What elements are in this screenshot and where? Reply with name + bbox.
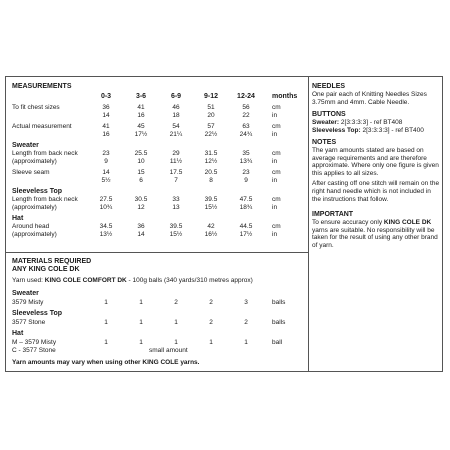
row-label: Length from back neck [12, 150, 78, 157]
row-label-note: (approximately) [12, 204, 57, 211]
unit: balls [272, 299, 286, 306]
section-divider [6, 252, 308, 253]
unit: cm [272, 150, 281, 157]
cell: 15½ [169, 231, 183, 238]
cell: 17½ [134, 131, 148, 138]
cell: 6 [139, 177, 143, 184]
cell: 23 [102, 150, 110, 157]
cell: 39.5 [204, 196, 218, 203]
cell: 51 [207, 104, 215, 111]
unit: in [272, 204, 278, 211]
unit: in [272, 158, 278, 165]
cell: 41 [137, 104, 145, 111]
cell: 23 [242, 169, 250, 176]
cell: 56 [242, 104, 250, 111]
unit: cm [272, 196, 281, 203]
cell: 17½ [239, 231, 253, 238]
row-label-note: (approximately) [12, 231, 57, 238]
materials-title: MATERIALS REQUIRED [12, 258, 92, 265]
row-label: Sleeve seam [12, 169, 50, 176]
column-divider [308, 77, 309, 371]
cell: 2 [209, 319, 213, 326]
cell: 1 [139, 299, 143, 306]
size-header: 9-12 [203, 93, 218, 100]
yarn-shade: C - 3577 Stone [12, 347, 56, 354]
needles-text: One pair each of Knitting Needles Sizes 3.75mm and 4mm. Cable Needle. [312, 91, 427, 106]
needles-title: NEEDLES [312, 83, 346, 90]
materials-footer: Yarn amounts may vary when using other KING COLE yarns. [12, 359, 200, 366]
cell: 15 [137, 169, 145, 176]
cell: 33 [172, 196, 180, 203]
cell: 36 [137, 223, 145, 230]
cell: 34.5 [99, 223, 113, 230]
cell: 22½ [204, 131, 218, 138]
cell: 13½ [99, 231, 113, 238]
cell: 44.5 [239, 223, 253, 230]
size-header: 3-6 [135, 93, 147, 100]
cell: 14 [102, 169, 110, 176]
section-title-hat: Hat [12, 215, 24, 222]
cell: 5½ [101, 177, 111, 184]
important-section [312, 211, 440, 249]
cell: 14 [102, 112, 110, 119]
unit: in [272, 131, 278, 138]
row-label: Around head [12, 223, 50, 230]
cell: 1 [139, 339, 143, 346]
cell: 2 [244, 319, 248, 326]
cell: 1 [104, 319, 108, 326]
yarn-shade: 3577 Stone [12, 319, 46, 326]
important-title: IMPORTANT [312, 211, 354, 218]
cell: 45 [137, 123, 145, 130]
cell: 12½ [204, 158, 218, 165]
cell: 10 [137, 158, 145, 165]
cell: 39.5 [169, 223, 183, 230]
cell: 47.5 [239, 196, 253, 203]
cell: 57 [207, 123, 215, 130]
cell: 16½ [204, 231, 218, 238]
row-label: Actual measurement [12, 123, 72, 130]
unit: ball [272, 339, 283, 346]
yarn-shade: M – 3579 Misty [12, 339, 57, 346]
unit: cm [272, 223, 281, 230]
unit: cm [272, 169, 281, 176]
unit: cm [272, 104, 281, 111]
cell: 54 [172, 123, 180, 130]
cell: 9 [244, 177, 248, 184]
cell: 14 [137, 231, 145, 238]
cell: 22 [242, 112, 250, 119]
unit: balls [272, 319, 286, 326]
cell: 21¼ [169, 131, 183, 138]
unit: cm [272, 123, 281, 130]
important-text: To ensure accuracy only KING COLE DK yarns are suitable. No responsibility will be taken for the result of using any other brand of yarn. [312, 219, 438, 249]
cell: 20 [207, 112, 215, 119]
unit: in [272, 112, 278, 119]
buttons-sweater: Sweater: 2[3:3:3:3] - ref BT408 [312, 119, 403, 126]
unit: in [272, 177, 278, 184]
cell: 13¾ [239, 158, 253, 165]
cell: 25.5 [134, 150, 148, 157]
row-label-note: (approximately) [12, 158, 57, 165]
cell: 1 [244, 339, 248, 346]
cell: 41 [102, 123, 110, 130]
section-title-sleeveless: Sleeveless Top [12, 188, 63, 195]
cell: 16 [102, 131, 110, 138]
size-header: 0-3 [100, 93, 112, 100]
cell: 35 [242, 150, 250, 157]
notes-section [312, 139, 440, 203]
cell: 12 [137, 204, 145, 211]
cell: 63 [242, 123, 250, 130]
cell: 17.5 [169, 169, 183, 176]
cell: 31.5 [204, 150, 218, 157]
section-title-sweater: Sweater [12, 142, 39, 149]
measurements-title: MEASUREMENTS [12, 83, 72, 90]
cell: 20.5 [204, 169, 218, 176]
cell: 2 [209, 299, 213, 306]
row-label: Length from back neck [12, 196, 78, 203]
cell: 30.5 [134, 196, 148, 203]
cell: 29 [172, 150, 180, 157]
cell: 7 [174, 177, 178, 184]
cell: 36 [102, 104, 110, 111]
cell: 42 [207, 223, 215, 230]
buttons-sleeveless: Sleeveless Top: 2[3:3:3:3] - ref BT400 [312, 126, 424, 134]
yarn-shade: 3579 Misty [12, 299, 44, 306]
cell: 10¾ [99, 204, 113, 211]
cell: 11½ [169, 158, 183, 165]
cell: 46 [172, 104, 180, 111]
contrast-note: small amount [149, 347, 188, 354]
materials-item-title: Sleeveless Top [12, 310, 63, 317]
cell: 2 [174, 299, 178, 306]
cell: 1 [174, 339, 178, 346]
yarn-used-line: Yarn used: KING COLE COMFORT DK - 100g balls (340 yards/310 metres approx) [12, 277, 253, 284]
notes-paragraph: The yarn amounts stated are based on average requirements and are therefore approximate. Where only one figure is given this applies to all sizes. [312, 147, 439, 177]
cell: 8 [209, 177, 213, 184]
cell: 15½ [204, 204, 218, 211]
cell: 1 [174, 319, 178, 326]
notes-paragraph: After casting off one stitch will remain on the right hand needle which is not included in the instructions that follow. [312, 180, 440, 203]
cell: 27.5 [99, 196, 113, 203]
size-header: 12-24 [237, 93, 255, 100]
buttons-title: BUTTONS [312, 111, 346, 118]
cell: 16 [137, 112, 145, 119]
size-unit: months [272, 93, 298, 100]
needles-section [312, 83, 440, 106]
row-label: To fit chest sizes [12, 104, 60, 111]
materials-item-title: Hat [12, 330, 24, 337]
notes-title: NOTES [312, 139, 337, 146]
cell: 1 [209, 339, 213, 346]
pattern-info-sheet [5, 76, 443, 372]
cell: 24¾ [239, 131, 253, 138]
cell: 18¾ [239, 204, 253, 211]
cell: 9 [104, 158, 108, 165]
materials-item-title: Sweater [12, 290, 39, 297]
materials-subtitle: ANY KING COLE DK [12, 266, 80, 273]
cell: 13 [172, 204, 180, 211]
cell: 3 [244, 299, 248, 306]
cell: 1 [104, 299, 108, 306]
buttons-section [312, 111, 440, 134]
cell: 1 [139, 319, 143, 326]
cell: 18 [172, 112, 180, 119]
size-header: 6-9 [170, 93, 182, 100]
unit: in [272, 231, 278, 238]
cell: 1 [104, 339, 108, 346]
